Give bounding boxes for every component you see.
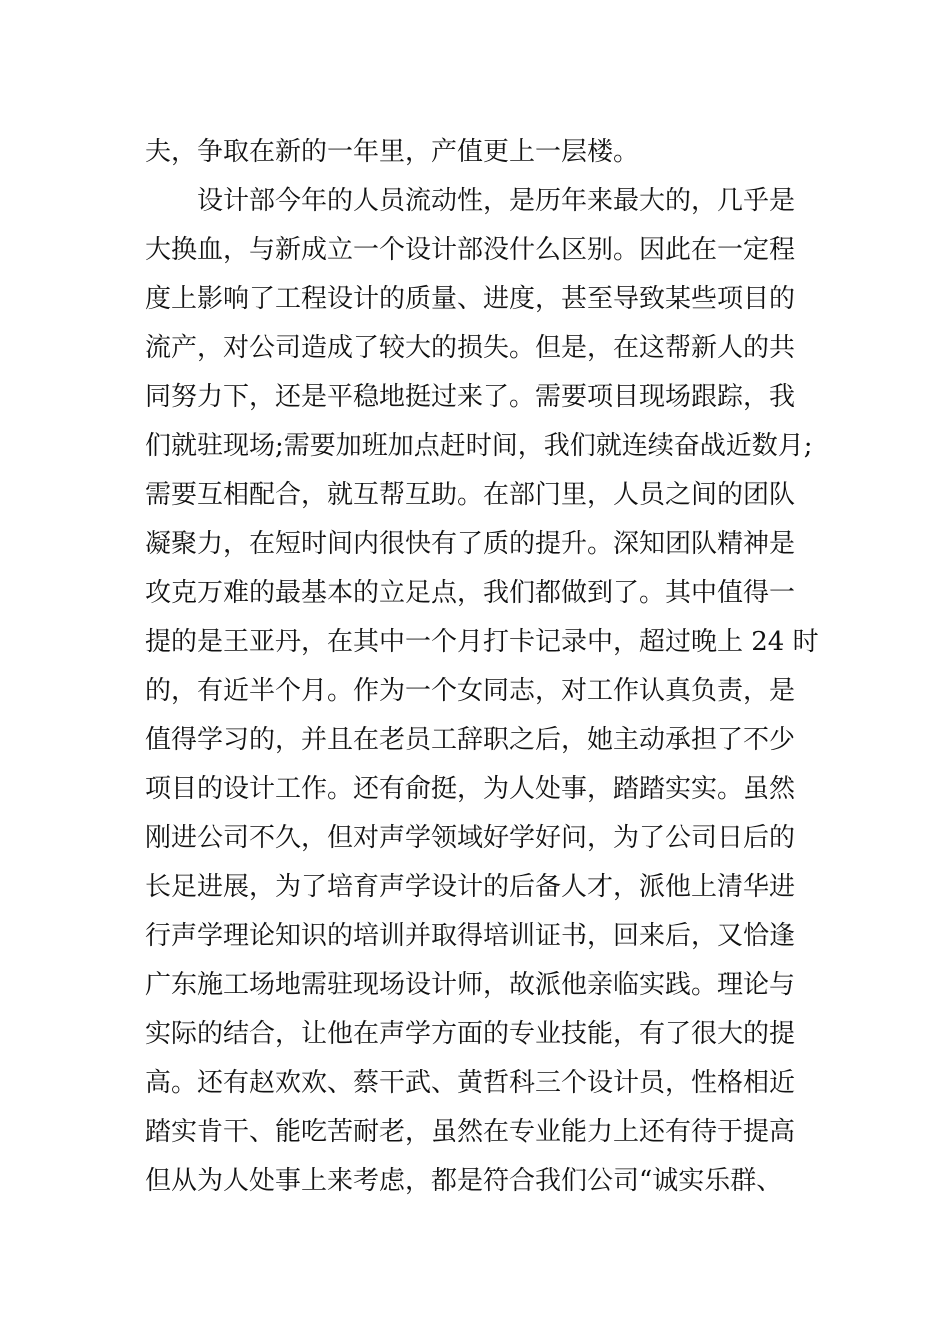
body-text <box>145 128 819 1206</box>
text-line: 行声学理论知识的培训并取得培训证书，回来后，又恰逢 <box>145 921 796 951</box>
text-line: 的，有近半个月。作为一个女同志，对工作认真负责，是 <box>145 676 796 706</box>
text-line: 刚进公司不久，但对声学领域好学好问，为了公司日后的 <box>145 823 796 853</box>
text-line: 项目的设计工作。还有俞挺，为人处事，踏踏实实。虽然 <box>145 774 796 804</box>
text-line: 大换血，与新成立一个设计部没什么区别。因此在一定程 <box>145 235 796 265</box>
text-line: 们就驻现场;需要加班加点赶时间，我们就连续奋战近数月; <box>145 431 813 461</box>
text-line: 踏实肯干、能吃苦耐老，虽然在专业能力上还有待于提高 <box>145 1117 796 1147</box>
text-line: 广东施工场地需驻现场设计师，故派他亲临实践。理论与 <box>145 970 796 1000</box>
text-line: 夫，争取在新的一年里，产值更上一层楼。 <box>145 137 640 167</box>
text-line: 流产，对公司造成了较大的损失。但是，在这帮新人的共 <box>145 333 796 363</box>
text-line: 同努力下，还是平稳地挺过来了。需要项目现场跟踪，我 <box>145 382 796 412</box>
paragraph-first-line: 设计部今年的人员流动性，是历年来最大的，几乎是 <box>197 186 796 216</box>
text-line: 需要互相配合，就互帮互助。在部门里，人员之间的团队 <box>145 480 796 510</box>
text-line: 凝聚力，在短时间内很快有了质的提升。深知团队精神是 <box>145 529 796 559</box>
text-line: 高。还有赵欢欢、蔡干武、黄哲科三个设计员，性格相近 <box>145 1068 796 1098</box>
text-line: 攻克万难的最基本的立足点，我们都做到了。其中值得一 <box>145 578 796 608</box>
text-line: 度上影响了工程设计的质量、进度，甚至导致某些项目的 <box>145 284 796 314</box>
text-line: 值得学习的，并且在老员工辞职之后，她主动承担了不少 <box>145 725 796 755</box>
text-line: 长足进展，为了培育声学设计的后备人才，派他上清华进 <box>145 872 796 902</box>
text-line: 实际的结合，让他在声学方面的专业技能，有了很大的提 <box>145 1019 796 1049</box>
text-line: 提的是王亚丹，在其中一个月打卡记录中，超过晚上 24 时 <box>145 627 819 657</box>
text-line: 但从为人处事上来考虑，都是符合我们公司“诚实乐群、 <box>145 1166 783 1196</box>
